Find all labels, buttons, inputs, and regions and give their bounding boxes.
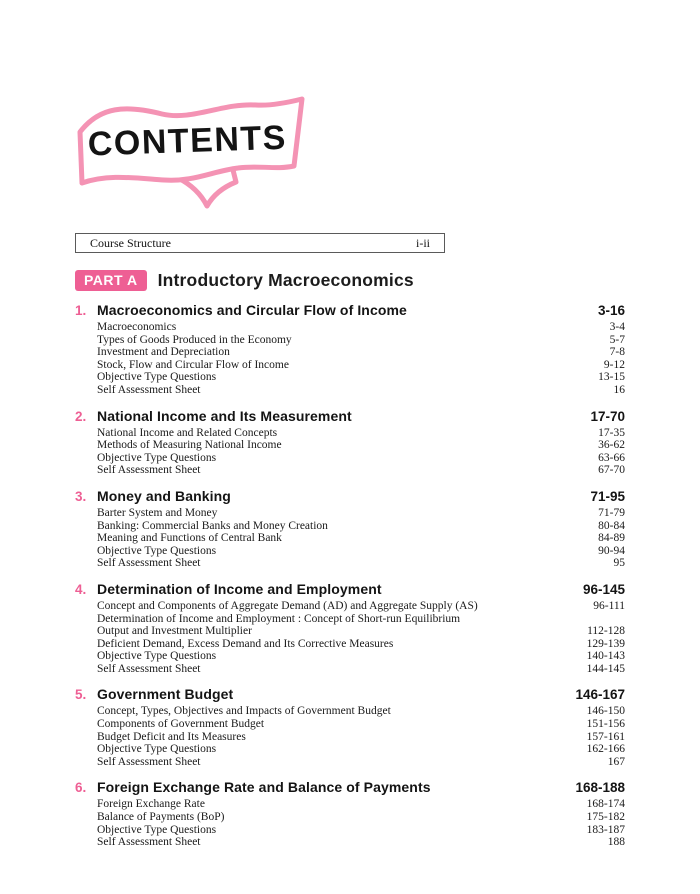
toc-item — [97, 600, 625, 613]
chapter-number: 4. — [75, 581, 87, 597]
toc-item — [97, 731, 625, 744]
chapter-header — [75, 303, 625, 318]
toc-item-pages: 63-66 — [598, 451, 625, 464]
toc-item-label: Objective Type Questions — [97, 743, 217, 756]
toc-item-label: Deficient Demand, Excess Demand and Its Corrective Measures — [97, 637, 394, 650]
toc-item — [97, 427, 625, 440]
toc-item — [97, 650, 625, 663]
contents-title: CONTENTS — [87, 118, 288, 164]
toc-item-pages: 71-79 — [598, 506, 625, 519]
toc-item — [97, 439, 625, 452]
chapter-number: 1. — [75, 303, 87, 318]
chapter-pages: 71-95 — [590, 488, 625, 504]
chapter-pages: 146-167 — [575, 687, 625, 703]
toc-item-label: Components of Government Budget — [97, 718, 265, 731]
chapter-header — [75, 687, 625, 702]
toc-item-pages: 167 — [607, 755, 625, 768]
toc-item-label: Self Assessment Sheet — [97, 662, 201, 675]
toc-item-label: Self Assessment Sheet — [97, 383, 201, 396]
course-structure-box — [75, 233, 445, 253]
toc-item-pages: 168-174 — [586, 798, 625, 811]
toc-item — [97, 507, 625, 520]
part-heading — [75, 270, 625, 291]
toc-item — [97, 346, 625, 359]
chapter-items — [97, 705, 625, 768]
toc-item — [97, 718, 625, 731]
toc-item-pages: 9-12 — [603, 358, 625, 371]
toc-item-pages: 157-161 — [586, 730, 625, 743]
part-title: Introductory Macroeconomics — [157, 270, 414, 290]
chapter-header — [75, 409, 625, 424]
toc-item-label: Output and Investment Multiplier — [97, 625, 252, 638]
toc-item-label: Self Assessment Sheet — [97, 755, 201, 768]
banner-ribbon-icon — [70, 90, 315, 218]
toc-item — [97, 520, 625, 533]
toc-item — [97, 705, 625, 718]
course-structure-pages: i-ii — [416, 235, 430, 250]
toc-item-pages: 129-139 — [586, 637, 625, 650]
toc-item-pages: 162-166 — [586, 743, 625, 756]
toc-item-label: Meaning and Functions of Central Bank — [97, 532, 282, 545]
chapter-pages: 3-16 — [597, 303, 625, 318]
chapter-items — [97, 427, 625, 477]
toc-item — [97, 384, 625, 397]
toc-item — [97, 321, 625, 334]
toc-item-label: Macroeconomics — [97, 321, 177, 333]
chapter-pages: 17-70 — [590, 408, 625, 424]
chapter-title: Determination of Income and Employment — [97, 580, 382, 597]
toc-item-label: Types of Goods Produced in the Economy — [97, 333, 292, 346]
toc-item-label: Concept and Components of Aggregate Demand (AD) and Aggregate Supply (AS) — [97, 599, 478, 612]
toc-item-label: Objective Type Questions — [97, 823, 217, 836]
toc-item-label: Objective Type Questions — [97, 544, 217, 557]
toc-item-pages: 146-150 — [586, 705, 625, 718]
toc-item-label: Determination of Income and Employment : Concept of Short-run Equilibrium — [97, 612, 461, 625]
chapter — [75, 489, 625, 570]
toc-item-label: Foreign Exchange Rate — [97, 798, 205, 811]
toc-item-pages: 17-35 — [598, 426, 625, 439]
toc-item-pages: 140-143 — [586, 650, 625, 663]
chapter-title: Money and Banking — [97, 487, 231, 504]
toc-item — [97, 613, 625, 626]
toc-item — [97, 464, 625, 477]
toc-item-pages: 183-187 — [586, 823, 625, 836]
chapter-header — [75, 582, 625, 597]
chapter — [75, 687, 625, 768]
toc-item-pages: 13-15 — [598, 371, 625, 384]
toc-item-pages: 90-94 — [598, 544, 625, 557]
chapter-header — [75, 780, 625, 795]
toc-item — [97, 334, 625, 347]
toc-item-pages: 112-128 — [587, 625, 625, 638]
toc-item-label: Self Assessment Sheet — [97, 557, 201, 570]
toc-item — [97, 557, 625, 570]
toc-item-label: Banking: Commercial Banks and Money Creation — [97, 519, 328, 532]
toc-item-pages: 36-62 — [598, 439, 625, 452]
toc-item-label: Barter System and Money — [97, 506, 218, 519]
chapter — [75, 303, 625, 397]
toc-item-label: Investment and Depreciation — [97, 346, 230, 359]
toc-item-pages: 175-182 — [586, 811, 625, 824]
chapter-pages: 168-188 — [575, 780, 625, 796]
toc-item — [97, 663, 625, 676]
toc-item-pages: 188 — [607, 836, 625, 849]
chapter-title: Government Budget — [97, 686, 234, 703]
toc-item-label: Self Assessment Sheet — [97, 464, 201, 477]
toc-item — [97, 452, 625, 465]
chapter-number: 6. — [75, 780, 87, 796]
toc-item-label: Concept, Types, Objectives and Impacts of Government Budget — [97, 705, 391, 718]
chapter-header — [75, 489, 625, 504]
toc-item-pages: 151-156 — [586, 718, 625, 731]
chapter-pages: 96-145 — [582, 581, 625, 597]
toc-item — [97, 625, 625, 638]
toc-item-label: Budget Deficit and Its Measures — [97, 730, 246, 743]
toc-item — [97, 545, 625, 558]
toc-item-pages: 84-89 — [598, 532, 625, 545]
chapter-items — [97, 507, 625, 570]
toc-item-label: Methods of Measuring National Income — [97, 439, 282, 452]
toc-item-label: Objective Type Questions — [97, 650, 217, 663]
part-badge: PART A — [75, 270, 147, 291]
toc-item — [97, 638, 625, 651]
toc-item-label: Self Assessment Sheet — [97, 836, 201, 849]
chapter-title: Macroeconomics and Circular Flow of Income — [97, 302, 407, 318]
toc-item-pages: 95 — [613, 557, 625, 570]
toc-item-pages: 7-8 — [609, 346, 625, 359]
toc-item-label: Objective Type Questions — [97, 371, 217, 384]
toc-item — [97, 743, 625, 756]
toc-item-label: Objective Type Questions — [97, 451, 217, 464]
course-structure-label: Course Structure — [90, 235, 171, 250]
chapter-items — [97, 798, 625, 848]
toc-item-pages: 3-4 — [609, 321, 625, 333]
toc-item — [97, 756, 625, 769]
toc-item — [97, 798, 625, 811]
toc-item — [97, 811, 625, 824]
chapter-title: National Income and Its Measurement — [97, 407, 352, 424]
chapter-number: 5. — [75, 687, 87, 703]
chapter-title: Foreign Exchange Rate and Balance of Payments — [97, 779, 431, 796]
toc-item-pages: 80-84 — [598, 519, 625, 532]
toc-item — [97, 359, 625, 372]
toc-item — [97, 371, 625, 384]
toc-item — [97, 532, 625, 545]
toc-item-pages: 16 — [613, 383, 625, 396]
chapter-items — [97, 321, 625, 397]
chapter — [75, 582, 625, 676]
toc-item-label: Balance of Payments (BoP) — [97, 811, 225, 824]
chapter-number: 2. — [75, 408, 87, 424]
toc-item-pages: 96-111 — [593, 599, 625, 612]
toc-item-pages: 5-7 — [609, 333, 625, 346]
chapter-items — [97, 600, 625, 676]
chapters-list — [75, 303, 625, 861]
toc-item — [97, 824, 625, 837]
chapter-number: 3. — [75, 488, 87, 504]
toc-item-label: National Income and Related Concepts — [97, 426, 278, 439]
chapter — [75, 409, 625, 477]
chapter — [75, 780, 625, 848]
toc-item-pages: 67-70 — [598, 464, 625, 477]
contents-banner — [70, 90, 315, 218]
toc-item-pages: 144-145 — [586, 662, 625, 675]
toc-item-label: Stock, Flow and Circular Flow of Income — [97, 358, 289, 371]
toc-item — [97, 836, 625, 849]
